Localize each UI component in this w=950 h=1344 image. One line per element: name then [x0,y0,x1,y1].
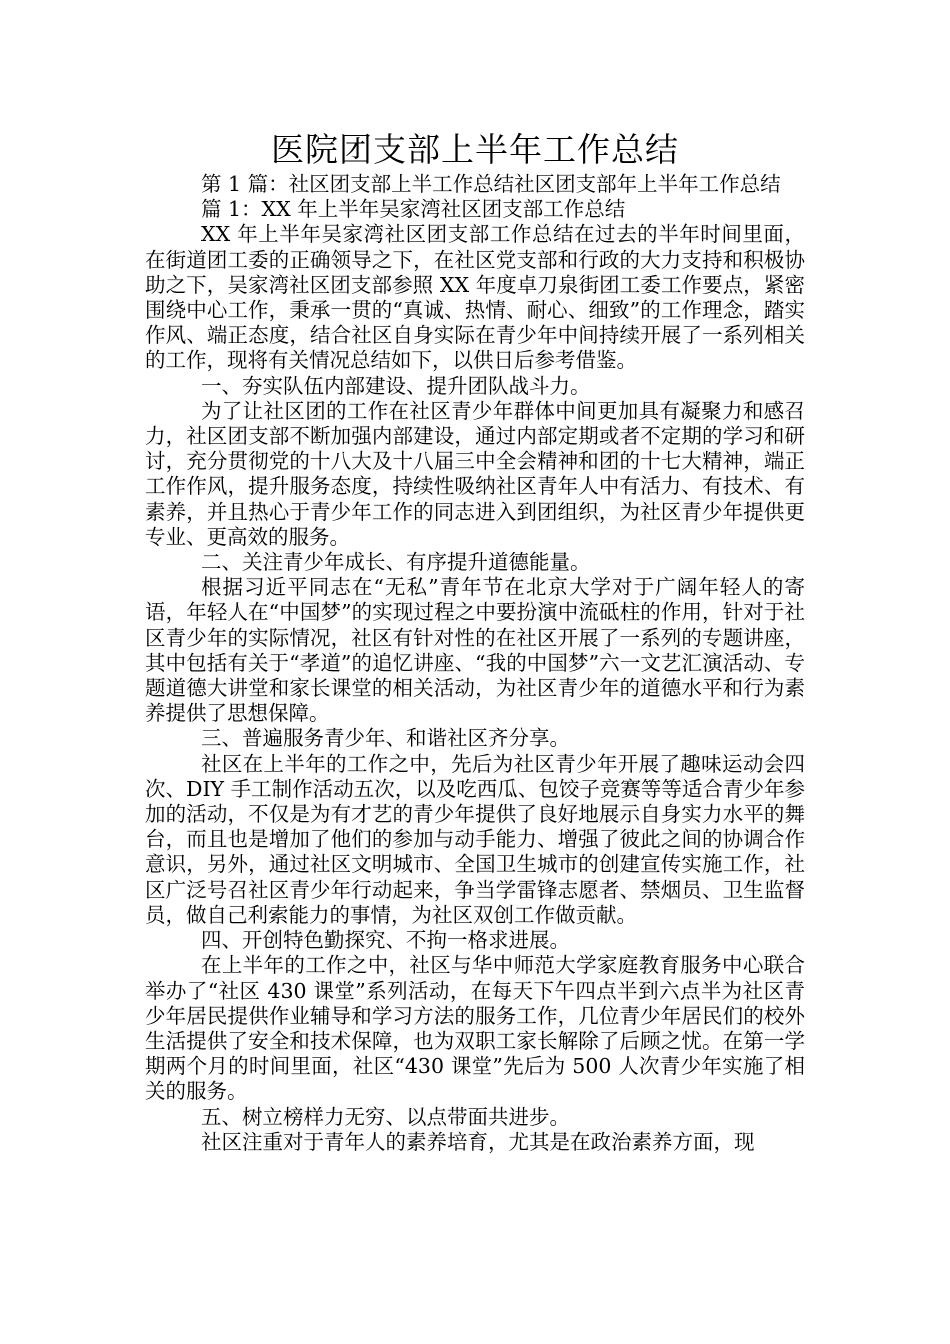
paragraph-4: 一、夯实队伍内部建设、提升团队战斗力。 [201,373,591,398]
paragraph-2: 篇 1：XX 年上半年吴家湾社区团支部工作总结 [201,197,626,222]
paragraph-12: 五、树立榜样力无穷、以点带面共进步。 [201,1104,570,1129]
paragraph-7: 根据习近平同志在“无私”青年节在北京大学对于广阔年轻人的寄语，年轻人在“中国梦”的实现过程之中要扮演中流砥柱的作用，针对于社区青少年的实际情况，社区有针对性的在社区开展了一系列的专题讲座，其中包括有关于“孝道”的追忆讲座、“我的中国梦”六一文艺汇演活动、专题道德大讲堂和家长课堂的相关活动，为社区青少年的道德水平和行为素养提供了思想保障。 [145,575,805,726]
paragraph-5: 为了让社区团的工作在社区青少年群体中间更加具有凝聚力和感召力，社区团支部不断加强内部建设，通过内部定期或者不定期的学习和研讨，充分贯彻党的十八大及十八届三中全会精神和团的十七大精神，端正工作作风，提升服务态度，持续性吸纳社区青年人中有活力、有技术、有素养，并且热心于青少年工作的同志进入到团组织，为社区青少年提供更专业、更高效的服务。 [145,398,805,549]
paragraph-9: 社区在上半年的工作之中，先后为社区青少年开展了趣味运动会四次、DIY 手工制作活动五次，以及吃西瓜、包饺子竞赛等等适合青少年参加的活动，不仅是为有才艺的青少年提供了良好地展示自身实力水平的舞台，而且也是增加了他们的参加与动手能力、增强了彼此之间的协调合作意识，另外，通过社区文明城市、全国卫生城市的创建宣传实施工作，社区广泛号召社区青少年行动起来，争当学雷锋志愿者、禁烟员、卫生监督员，做自己利索能力的事情，为社区双创工作做贡献。 [145,751,805,927]
document-page [145,128,805,1155]
paragraph-13: 社区注重对于青年人的素养培育，尤其是在政治素养方面，现 [201,1129,755,1154]
paragraph-10: 四、开创特色勤探究、不拘一格求进展。 [201,928,570,953]
paragraph-6: 二、关注青少年成长、有序提升道德能量。 [201,550,591,575]
paragraph-8: 三、普遍服务青少年、和谐社区齐分享。 [201,726,570,751]
document-title: 医院团支部上半年工作总结 [271,130,679,169]
paragraph-3: XX 年上半年吴家湾社区团支部工作总结在过去的半年时间里面，在街道团工委的正确领导之下，在社区党支部和行政的大力支持和积极协助之下，吴家湾社区团支部参照 XX 年度卓刀泉街团工委工作要点，紧密围绕中心工作，秉承一贯的“真诚、热情、耐心、细致”的工作理念，踏实作风、端正态度，结合社区自身实际在青少年中间持续开展了一系列相关的工作，现将有关情况总结如下，以供日后参考借鉴。 [145,222,805,373]
paragraph-11: 在上半年的工作之中，社区与华中师范大学家庭教育服务中心联合举办了“社区 430 课堂”系列活动，在每天下午四点半到六点半为社区青少年居民提供作业辅导和学习方法的服务工作，几位青少年居民们的校外生活提供了安全和技术保障，也为双职工家长解除了后顾之忧。在第一学期两个月的时间里面，社区“430 课堂”先后为 500 人次青少年实施了相关的服务。 [145,953,805,1104]
paragraph-1: 第 1 篇：社区团支部上半工作总结社区团支部年上半年工作总结 [201,172,781,196]
